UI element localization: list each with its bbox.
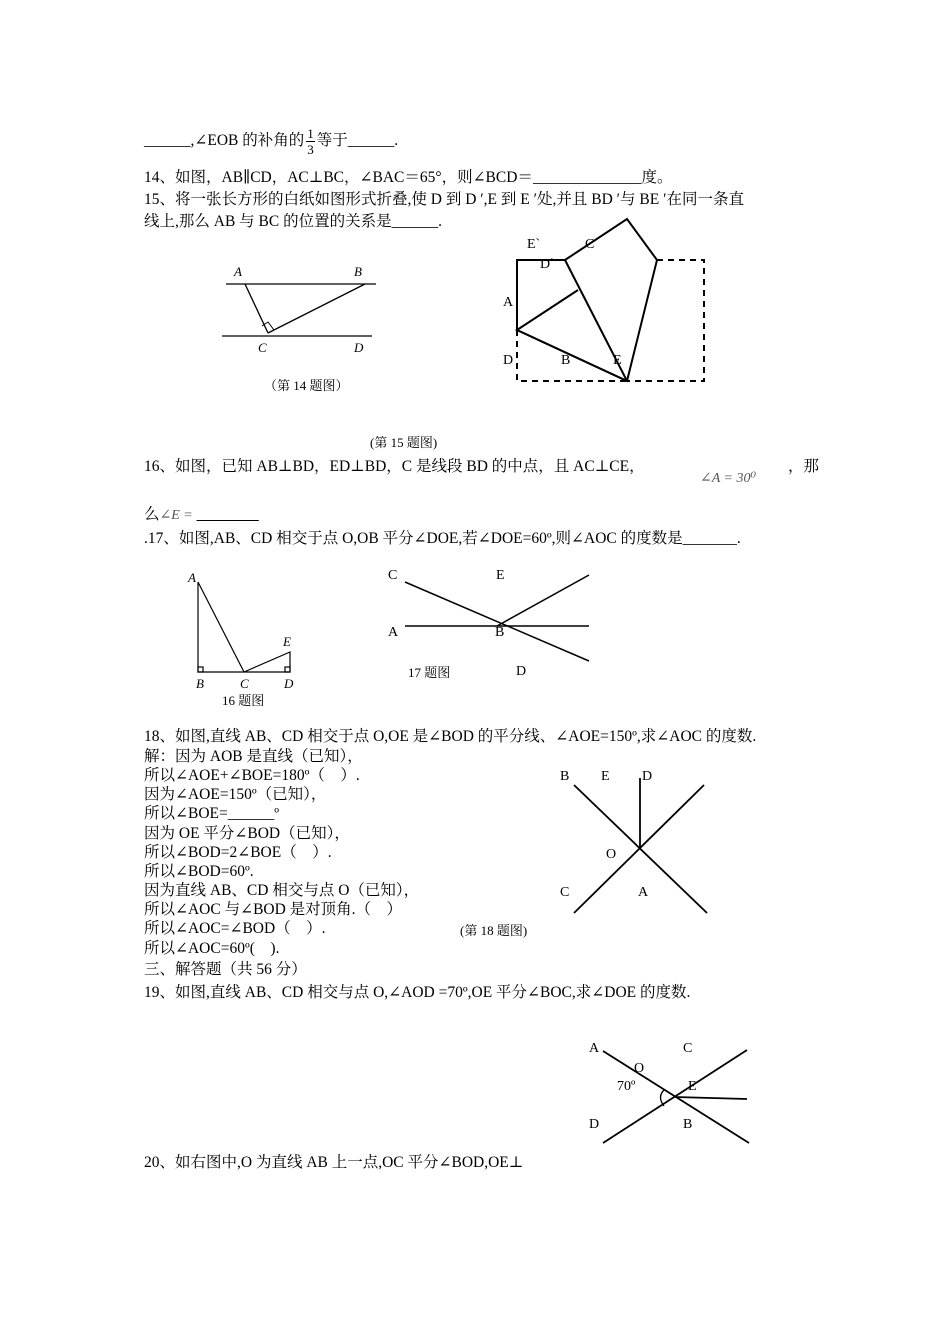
label-d: D (503, 353, 514, 368)
q16-text-end: ，那 (788, 458, 820, 475)
label-c: C (585, 237, 595, 252)
label-b: B (560, 769, 570, 784)
label-e: E (283, 634, 291, 649)
label-a: A (503, 295, 514, 310)
question-15-line2: 线上,那么 AB 与 BC 的位置的关系是______. (144, 213, 442, 230)
label-e-prime: E` (527, 237, 541, 252)
label-d: D (354, 340, 364, 355)
label-b: B (561, 353, 571, 368)
q18-line: 所以∠BOD=60º. (144, 863, 254, 880)
question-20: 20、如右图中,O 为直线 AB 上一点,OC 平分∠BOD,OE⊥ (144, 1154, 524, 1171)
answer-blank[interactable]: ______ (144, 132, 191, 150)
label-b: B (683, 1117, 693, 1132)
label-o: O (634, 1061, 645, 1076)
q14-text: 14、如图，AB∥CD，AC⊥BC，∠BAC＝65°，则∠BCD＝ (144, 169, 533, 186)
label-b: B (196, 676, 204, 691)
q18-line: 因为直线 AB、CD 相交与点 O（已知）， (144, 882, 420, 899)
angle-e-formula: ∠E = (159, 508, 193, 523)
label-d: D (516, 664, 527, 679)
label-e: E (613, 353, 622, 368)
label-o: O (606, 847, 617, 862)
label-e: E (688, 1079, 697, 1094)
label-c: C (388, 568, 398, 583)
label-b: B (495, 625, 505, 640)
fig14-caption: （第 14 题图） (264, 378, 349, 393)
q18-line: 所以∠AOC=∠BOD（ ）. (144, 920, 326, 937)
label-a: A (234, 264, 242, 279)
label-e: E (601, 769, 610, 784)
q18-line: 所以∠AOC=60º( ). (144, 940, 280, 957)
label-a: A (589, 1041, 600, 1056)
label-e: E (496, 568, 505, 583)
question-17: .17、如图,AB、CD 相交于点 O,OB 平分∠DOE,若∠DOE=60º,则∠AOC 的度数是_______. (144, 530, 741, 547)
label-d: D (589, 1117, 600, 1132)
question-15-line1: 15、将一张长方形的白纸如图形式折叠,使 D 到 D ′,E 到 E ′处,并且 BD ′与 BE ′在同一条直 (144, 191, 744, 208)
answer-blank[interactable]: ________ (196, 506, 259, 523)
q16-text: 16、如图，已知 AB⊥BD，ED⊥BD，C 是线段 BD 的中点，且 AC⊥CE， (144, 458, 645, 475)
q18-line: 18、如图,直线 AB、CD 相交于点 O,OE 是∠BOD 的平分线、∠AOE=150º,求∠AOC 的度数. (144, 728, 757, 745)
fraction-numerator: 1 (307, 126, 314, 141)
q18-line: 因为 OE 平分∠BOD（已知）， (144, 825, 350, 842)
q14-unit: 度。 (641, 169, 673, 186)
angle-label: 70º (617, 1079, 636, 1094)
label-c: C (258, 340, 267, 355)
fig18-caption: (第 18 题图) (460, 923, 528, 938)
q18-line: 所以∠AOC 与∠BOD 是对顶角.（ ） (144, 901, 403, 918)
q13-text2: 等于______. (316, 132, 399, 150)
fig16-caption: 16 题图 (222, 693, 265, 708)
q16-text2: 么 (144, 506, 160, 523)
question-19: 19、如图,直线 AB、CD 相交与点 O,∠AOD =70º,OE 平分∠BOC,求∠DOE 的度数. (144, 984, 691, 1001)
label-b: B (354, 264, 362, 279)
label-c: C (560, 885, 570, 900)
q18-line: 所以∠AOE+∠BOE=180º（ ）. (144, 767, 360, 784)
section-3-heading: 三、解答题（共 56 分） (144, 961, 307, 978)
q18-line: 因为∠AOE=150º（已知）， (144, 786, 327, 803)
q18-line: 解：因为 AOB 是直线（已知）， (144, 748, 363, 765)
label-a: A (638, 885, 649, 900)
label-c: C (683, 1041, 693, 1056)
fig15-caption: (第 15 题图) (370, 435, 438, 450)
label-c: C (240, 676, 249, 691)
label-d: D (284, 676, 294, 691)
q13-text: ,∠EOB 的补角的 (190, 132, 305, 150)
label-a: A (388, 625, 399, 640)
q18-line: 所以∠BOD=2∠BOE（ ）. (144, 844, 332, 861)
q18-line: 所以∠BOE=______º (144, 805, 280, 822)
label-d: D (642, 769, 653, 784)
fig17-caption: 17 题图 (408, 665, 451, 680)
angle-a-formula: ∠A = 30⁰ (700, 471, 757, 486)
label-d-prime: D` (540, 257, 555, 272)
label-a: A (188, 570, 196, 585)
answer-blank[interactable]: ______________ (532, 169, 642, 186)
fraction-denominator: 3 (307, 142, 314, 157)
